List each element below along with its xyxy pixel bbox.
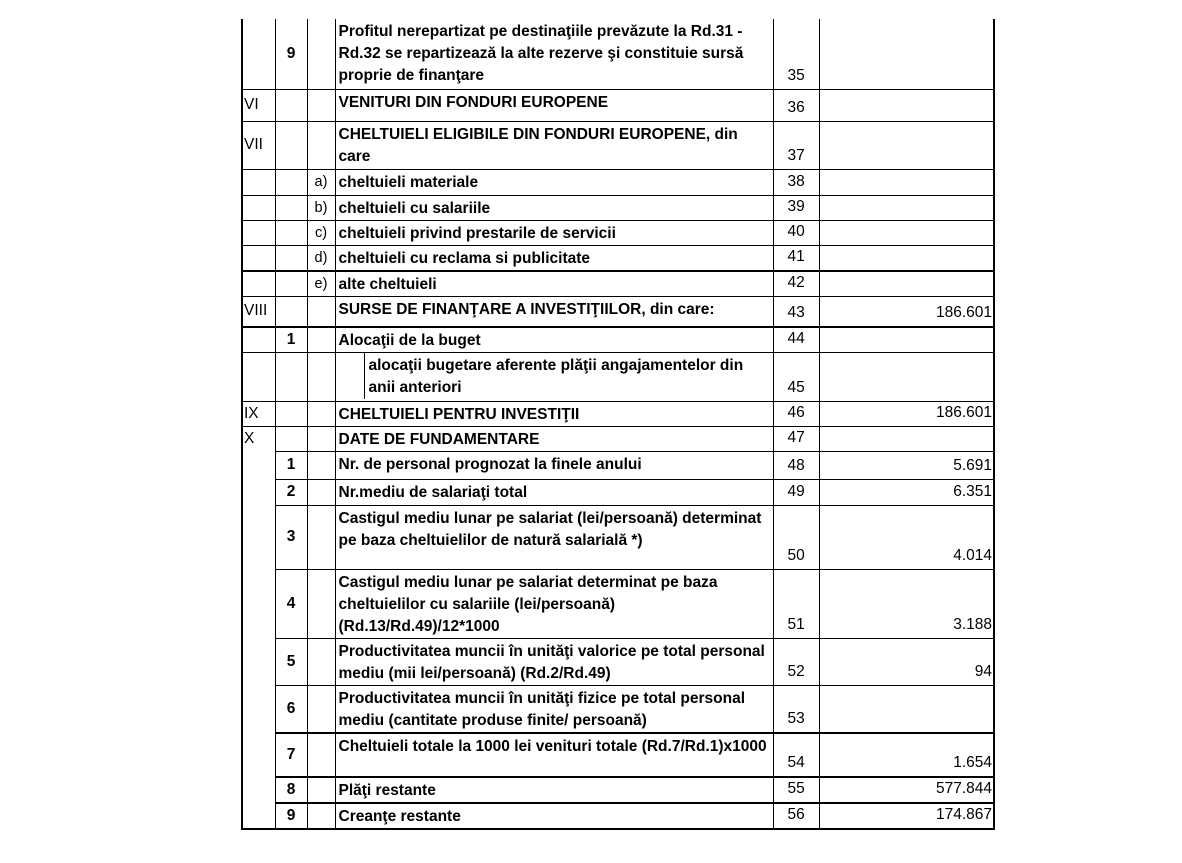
- row-code: 46: [773, 401, 819, 426]
- table-row: [241, 327, 995, 353]
- row-number: 3: [275, 505, 307, 569]
- row-roman-numeral: [241, 352, 275, 401]
- row-code: 36: [773, 89, 819, 121]
- row-letter: [307, 19, 335, 89]
- row-subdescription: alocaţii bugetare aferente plăţii angajamentelor din anii anteriori: [364, 353, 773, 399]
- row-roman-numeral: [241, 505, 275, 569]
- row-roman-numeral: [241, 195, 275, 220]
- row-number: [275, 220, 307, 245]
- row-number: [275, 401, 307, 426]
- row-code: 44: [773, 327, 819, 353]
- row-value: [819, 169, 995, 195]
- table-row: [241, 352, 995, 401]
- row-code: 39: [773, 195, 819, 220]
- row-number: [275, 271, 307, 297]
- table-row: [241, 569, 995, 638]
- row-value: 174.867: [819, 803, 995, 829]
- row-value: [819, 685, 995, 733]
- row-number: [275, 195, 307, 220]
- row-value: [819, 89, 995, 121]
- row-value: 186.601: [819, 297, 995, 327]
- table-row: [241, 505, 995, 569]
- row-letter: [307, 685, 335, 733]
- row-value: [819, 426, 995, 451]
- row-roman-numeral: [241, 220, 275, 245]
- row-number: 1: [275, 327, 307, 353]
- row-letter: [307, 451, 335, 479]
- row-code: 55: [773, 777, 819, 803]
- row-value: 3.188: [819, 569, 995, 638]
- table-row: [241, 638, 995, 685]
- row-roman-numeral: VI: [241, 89, 275, 121]
- row-letter: [307, 803, 335, 829]
- row-value: [819, 195, 995, 220]
- row-roman-numeral: [241, 638, 275, 685]
- table-row: [241, 19, 995, 89]
- row-description: Cheltuieli totale la 1000 lei venituri totale (Rd.7/Rd.1)x1000: [335, 733, 773, 777]
- row-roman-numeral: [241, 685, 275, 733]
- row-letter: [307, 121, 335, 169]
- table-row: [241, 451, 995, 479]
- row-description: Productivitatea muncii în unităţi valorice pe total personal mediu (mii lei/persoană) (Rd.2/Rd.49): [335, 638, 773, 685]
- table-row: [241, 479, 995, 505]
- row-roman-numeral: [241, 327, 275, 353]
- table-row: [241, 685, 995, 733]
- row-code: 40: [773, 220, 819, 245]
- row-code: 41: [773, 245, 819, 271]
- row-value: 4.014: [819, 505, 995, 569]
- row-roman-numeral: [241, 451, 275, 479]
- row-description: [335, 352, 773, 401]
- row-value: [819, 220, 995, 245]
- row-code: 38: [773, 169, 819, 195]
- table-row: [241, 169, 995, 195]
- table-row: [241, 89, 995, 121]
- row-value: 1.654: [819, 733, 995, 777]
- row-value: 6.351: [819, 479, 995, 505]
- row-number: [275, 426, 307, 451]
- row-description: Plăţi restante: [335, 777, 773, 803]
- row-letter: b): [307, 195, 335, 220]
- table-row: [241, 777, 995, 803]
- row-roman-numeral: [241, 479, 275, 505]
- row-number: [275, 245, 307, 271]
- row-letter: [307, 638, 335, 685]
- row-roman-numeral: [241, 19, 275, 89]
- row-description: Profitul nerepartizat pe destinaţiile prevăzute la Rd.31 - Rd.32 se repartizează la alte rezerve şi constituie sursă proprie de finanţare: [335, 19, 773, 89]
- table-row: [241, 195, 995, 220]
- row-letter: [307, 426, 335, 451]
- row-code: 54: [773, 733, 819, 777]
- row-roman-numeral: [241, 245, 275, 271]
- row-description: DATE DE FUNDAMENTARE: [335, 426, 773, 451]
- row-description: cheltuieli cu reclama si publicitate: [335, 245, 773, 271]
- table-row: [241, 271, 995, 297]
- budget-table: [241, 19, 995, 830]
- row-letter: [307, 89, 335, 121]
- row-roman-numeral: X: [241, 426, 275, 451]
- row-description: Productivitatea muncii în unităţi fizice pe total personal mediu (cantitate produse finite/ persoană): [335, 685, 773, 733]
- row-roman-numeral: [241, 733, 275, 777]
- row-value: 5.691: [819, 451, 995, 479]
- table-row: [241, 426, 995, 451]
- row-number: 4: [275, 569, 307, 638]
- row-description: alte cheltuieli: [335, 271, 773, 297]
- row-description: Alocaţii de la buget: [335, 327, 773, 353]
- row-roman-numeral: VIII: [241, 297, 275, 327]
- row-description: Nr. de personal prognozat la finele anului: [335, 451, 773, 479]
- table-row: [241, 121, 995, 169]
- row-description: VENITURI DIN FONDURI EUROPENE: [335, 89, 773, 121]
- row-code: 45: [773, 352, 819, 401]
- row-code: 47: [773, 426, 819, 451]
- table-row: [241, 401, 995, 426]
- row-letter: e): [307, 271, 335, 297]
- table-row: [241, 297, 995, 327]
- row-description: Nr.mediu de salariaţi total: [335, 479, 773, 505]
- row-roman-numeral: VII: [241, 121, 275, 169]
- row-number: 5: [275, 638, 307, 685]
- row-letter: [307, 401, 335, 426]
- row-letter: [307, 777, 335, 803]
- row-letter: [307, 505, 335, 569]
- row-roman-numeral: [241, 271, 275, 297]
- row-description: Creanţe restante: [335, 803, 773, 829]
- row-value: [819, 245, 995, 271]
- row-description: CHELTUIELI ELIGIBILE DIN FONDURI EUROPENE, din care: [335, 121, 773, 169]
- row-code: 56: [773, 803, 819, 829]
- row-code: 35: [773, 19, 819, 89]
- row-roman-numeral: [241, 803, 275, 829]
- row-number: [275, 169, 307, 195]
- row-code: 50: [773, 505, 819, 569]
- row-value: [819, 271, 995, 297]
- row-code: 43: [773, 297, 819, 327]
- row-number: 8: [275, 777, 307, 803]
- row-code: 51: [773, 569, 819, 638]
- row-code: 48: [773, 451, 819, 479]
- row-number: [275, 89, 307, 121]
- row-description: SURSE DE FINANŢARE A INVESTIŢIILOR, din care:: [335, 297, 773, 327]
- row-roman-numeral: [241, 169, 275, 195]
- row-value: 94: [819, 638, 995, 685]
- row-roman-numeral: IX: [241, 401, 275, 426]
- row-letter: [307, 297, 335, 327]
- row-number: 2: [275, 479, 307, 505]
- row-code: 37: [773, 121, 819, 169]
- row-code: 49: [773, 479, 819, 505]
- row-letter: [307, 733, 335, 777]
- row-number: 9: [275, 803, 307, 829]
- table-row: [241, 733, 995, 777]
- table-row: [241, 245, 995, 271]
- row-description: cheltuieli cu salariile: [335, 195, 773, 220]
- row-letter: [307, 327, 335, 353]
- row-value: 186.601: [819, 401, 995, 426]
- row-number: 7: [275, 733, 307, 777]
- row-number: 9: [275, 19, 307, 89]
- row-description: cheltuieli privind prestarile de servicii: [335, 220, 773, 245]
- row-description: Castigul mediu lunar pe salariat determinat pe baza cheltuielilor cu salariile (lei/persoană) (Rd.13/Rd.49)/12*1000: [335, 569, 773, 638]
- row-value: [819, 327, 995, 353]
- row-roman-numeral: [241, 569, 275, 638]
- table-row: [241, 803, 995, 829]
- row-description: CHELTUIELI PENTRU INVESTIŢII: [335, 401, 773, 426]
- row-letter: [307, 352, 335, 401]
- row-letter: [307, 479, 335, 505]
- row-code: 52: [773, 638, 819, 685]
- row-roman-numeral: [241, 777, 275, 803]
- row-number: 1: [275, 451, 307, 479]
- row-value: 577.844: [819, 777, 995, 803]
- row-value: [819, 352, 995, 401]
- row-letter: a): [307, 169, 335, 195]
- row-code: 42: [773, 271, 819, 297]
- row-letter: c): [307, 220, 335, 245]
- row-description: Castigul mediu lunar pe salariat (lei/persoană) determinat pe baza cheltuielilor de natură salarială *): [335, 505, 773, 569]
- row-number: [275, 297, 307, 327]
- row-code: 53: [773, 685, 819, 733]
- row-letter: [307, 569, 335, 638]
- row-value: [819, 19, 995, 89]
- row-number: 6: [275, 685, 307, 733]
- row-letter: d): [307, 245, 335, 271]
- row-value: [819, 121, 995, 169]
- row-description: cheltuieli materiale: [335, 169, 773, 195]
- row-number: [275, 121, 307, 169]
- row-number: [275, 352, 307, 401]
- table-row: [241, 220, 995, 245]
